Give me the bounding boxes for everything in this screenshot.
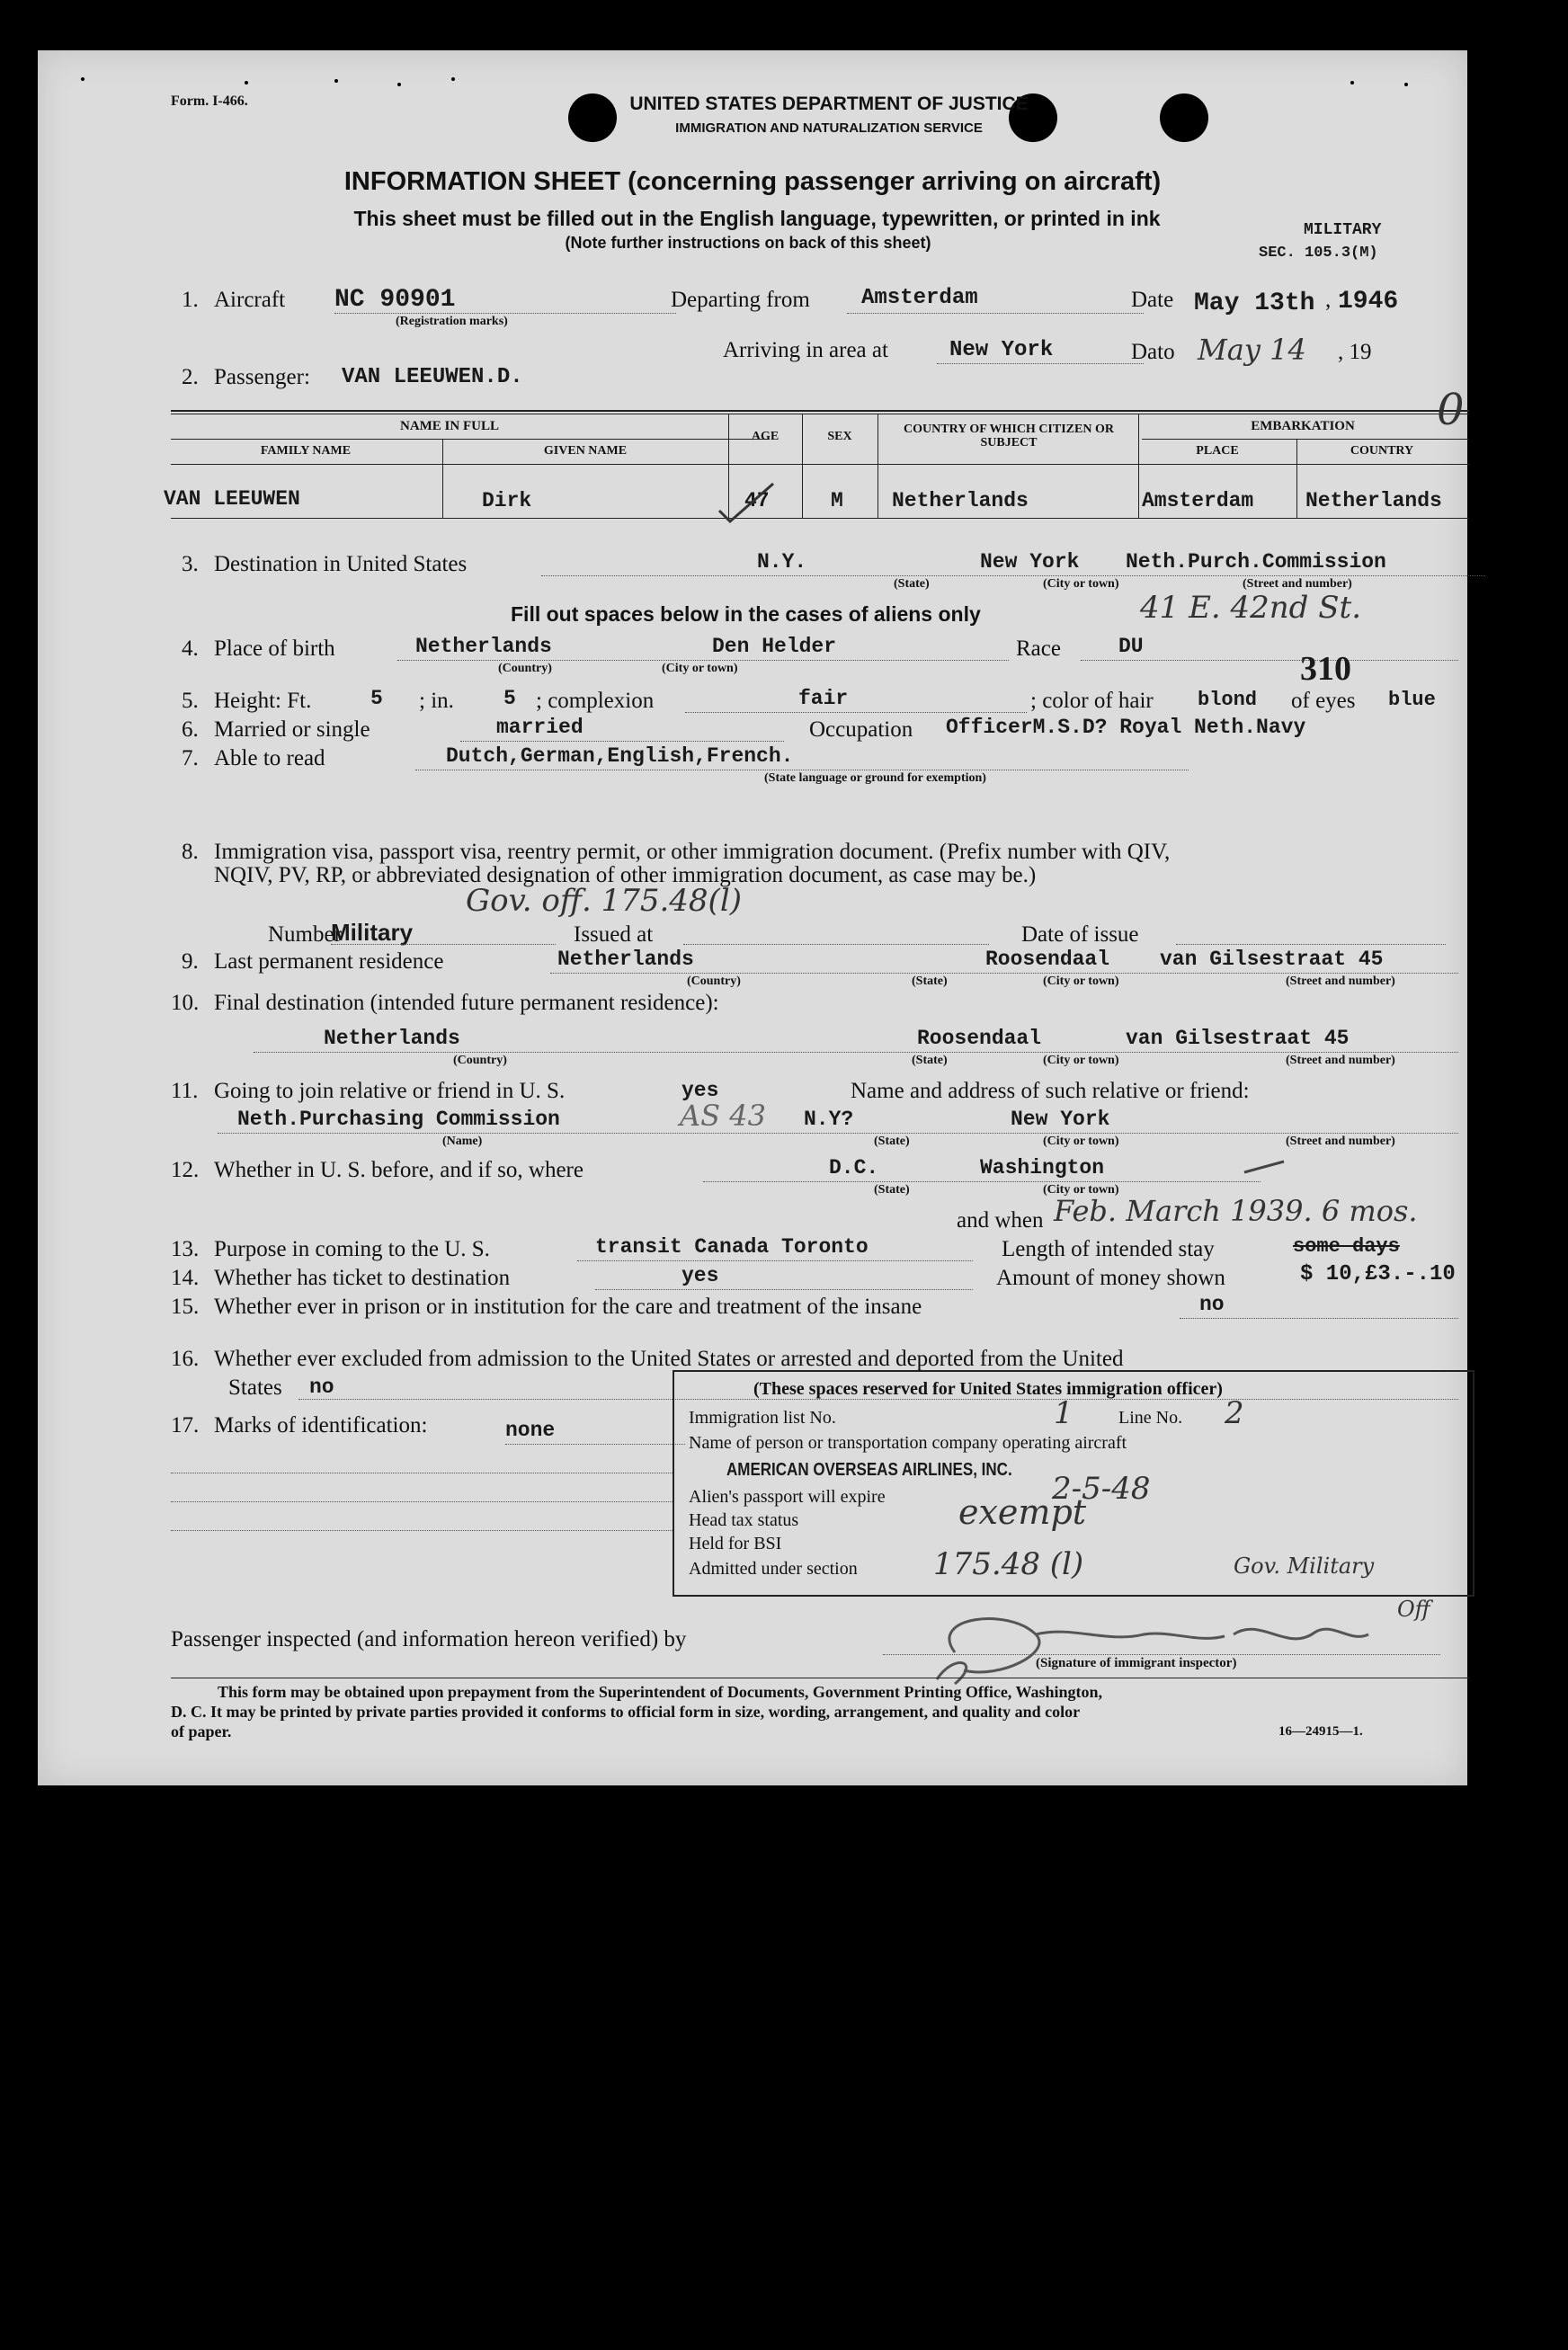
last-residence-country[interactable]: Netherlands — [557, 948, 694, 971]
department-name: UNITED STATES DEPARTMENT OF JUSTICE — [629, 93, 1029, 114]
stay-value[interactable]: some days — [1293, 1235, 1400, 1258]
arrival-date-value[interactable]: May 14 — [1198, 333, 1306, 367]
arriving-value[interactable]: New York — [949, 338, 1054, 362]
check-mark-icon — [716, 480, 779, 525]
city-caption-4: (City or town) — [662, 662, 738, 675]
document-number[interactable]: Military — [331, 919, 414, 946]
item-9-number: 9. — [182, 949, 199, 974]
date-of-issue-label: Date of issue — [1021, 922, 1139, 947]
item-12-number: 12. — [171, 1158, 200, 1182]
height-inches[interactable]: 5 — [503, 687, 516, 710]
relative-name-label: Name and address of such relative or friend: — [851, 1079, 1250, 1103]
final-destination-label: Final destination (intended future permanent residence): — [214, 991, 719, 1015]
gov-off-handwritten: Gov. off. 175.48(l) — [466, 883, 742, 919]
hair-label: ; color of hair — [1030, 689, 1154, 713]
given-name-header: GIVEN NAME — [543, 444, 628, 458]
previous-visit-state[interactable]: D.C. — [829, 1156, 879, 1179]
immigration-list-value[interactable]: 1 — [1054, 1395, 1074, 1431]
item-11-number: 11. — [171, 1079, 199, 1103]
given-name-cell[interactable]: Dirk — [482, 489, 532, 512]
identification-label: Marks of identification: — [214, 1413, 428, 1438]
street-caption-9: (Street and number) — [1286, 975, 1395, 988]
birth-city[interactable]: Den Helder — [712, 635, 837, 658]
section-stamp: SEC. 105.3(M) — [1259, 245, 1378, 262]
country-caption: (Country) — [498, 662, 552, 675]
height-label: Height: Ft. — [214, 689, 312, 713]
marital-label: Married or single — [214, 717, 370, 742]
state-caption-9: (State) — [912, 975, 948, 988]
form-sheet: Form. I-466. UNITED STATES DEPARTMENT OF JUSTICE IMMIGRATION AND NATURALIZATION SERVICE INFORMATION SHEET (concerning passenger arriving on aircraft) This sheet must be filled out in the English language, typewritten, or printed in ink (Note further instructions on back of this sheet) MILITARY SEC. 105.3(M) 1. Aircraft NC 90901 (Registration marks) Departing from Amsterdam Date May 13th 1946 , Arriving in area at New York Dato May 14 , 19 2. Passenger: VAN LEEUWEN.D. NAME IN FULL FAMILY NAME GIVEN NAME AGE SEX COUNTRY OF WHICH CITIZEN OR SUBJECT EMBARKATION PLACE COUNTRY VAN LEEUWEN Dirk 47 M Netherlands Amsterdam Netherlands 0 3. Destination in United States N.Y. New York Neth.Purch.Commission (State) (City or town) (Street and number) 41 E. 42nd St. Fill out spaces below in the cases of aliens only 4. Place of birth Netherlands Den Helder (Country) (City or town) Race DU 310 5. Height: Ft. 5 ; in. 5 ; complexion fair ; color of hair blond of eyes blue 6. Married or single married Occupation OfficerM.S.D? Royal Neth.Navy 7. Able to read Dutch,German,English,French. (State language or ground for exemption) 8. Immigration visa, passport visa, reentry permit, or other immigration document. (Prefix number with QIV, NQIV, PV, RP, or abbreviated designation of other immigration document, as case may be.) Gov. off. 175.48(l) Number Military Issued at Date of issue 9. Last permanent residence Netherlands Roosendaal van Gilsestraat 45 (Country) (State) (City or town) (Street and number) 10. Final destination (intended future permanent residence): Netherlands Roosendaal van Gilsestraat 45 (Country) (State) (City or town) (Street and number) 11. Going to join relative or friend in U. S. yes Name and address of such relative or friend: Neth.Purchasing Commission AS 43 N.Y? New York (Name) (State) (City or town) (Street and number) 12. Whether in U. S. before, and if so, where D.C. Washington (State) (City or town) and when Feb. March 1939. 6 mos. 13. Purpose in coming to the U. S. transit Canada Toronto Length of intended stay some days 14. Whether has ticket to destination yes Amount of money shown $ 10,£3.-.10 15. Whether ever in prison or in institution for the care and treatment of the insane no 16. Whether ever excluded from admission to the United States or arrested and deported from the United States no 17. Marks of identification: none (These spaces reserved for United States immigration officer) Immigration list No. 1 Line No. 2 Name of person or transportation company operating aircraft AMERICAN OVERSEAS AIRLINES, INC. Alien's passport will expire 2-5-48 Head tax status exempt Held for BSI Admitted under section 175.48 (l) Gov. Military Passenger inspected (and information hereon verified) by Off (Signature of immigrant inspector) This form may be obtained upon prepayment from the Superintendent of Documents, Government Printing Office, Washington, D. C. It may be printed by private parties provided it conforms to official form in size, wording, arrangement, and quality and color of paper. 16—24915—1. — [38, 50, 1467, 1785]
country-caption-10: (Country) — [453, 1054, 507, 1067]
inches-label: ; in. — [419, 689, 454, 713]
hair-value[interactable]: blond — [1198, 689, 1258, 711]
item-13-number: 13. — [171, 1237, 200, 1261]
previous-visit-city[interactable]: Washington — [980, 1156, 1105, 1179]
ticket-answer[interactable]: yes — [682, 1264, 719, 1287]
identification-answer[interactable]: none — [505, 1419, 556, 1442]
purpose-value[interactable]: transit Canada Toronto — [595, 1235, 869, 1259]
item-17-number: 17. — [171, 1413, 200, 1438]
aircraft-value[interactable]: NC 90901 — [334, 286, 456, 314]
arriving-label: Arriving in area at — [723, 338, 888, 362]
operator-label: Name of person or transportation company operating aircraft — [689, 1433, 1127, 1453]
operator-value[interactable]: AMERICAN OVERSEAS AIRLINES, INC. — [726, 1460, 1012, 1480]
join-relative-answer[interactable]: yes — [682, 1079, 719, 1102]
city-caption-10: (City or town) — [1043, 1054, 1119, 1067]
last-residence-city[interactable]: Roosendaal — [985, 948, 1110, 971]
height-feet[interactable]: 5 — [370, 687, 383, 710]
item-8-number: 8. — [182, 840, 199, 864]
passenger-label: Passenger: — [214, 365, 310, 389]
date-value[interactable]: May 13th — [1194, 289, 1315, 317]
money-label: Amount of money shown — [996, 1266, 1225, 1290]
inspector-signature — [901, 1598, 1440, 1688]
relative-name[interactable]: Neth.Purchasing Commission — [237, 1108, 560, 1131]
occupation-label: Occupation — [809, 717, 913, 742]
marital-value[interactable]: married — [496, 716, 584, 739]
relative-handwritten: AS 43 — [680, 1099, 766, 1133]
join-relative-label: Going to join relative or friend in U. S. — [214, 1079, 566, 1103]
immigration-doc-text-1: Immigration visa, passport visa, reentry permit, or other immigration document. (Prefix number with QIV, — [214, 840, 1171, 864]
footer-line-1: This form may be obtained upon prepayment from the Superintendent of Documents, Government Printing Office, Washington, — [218, 1683, 1103, 1701]
embarkation-header: EMBARKATION — [1251, 419, 1355, 433]
code-310: 310 — [1300, 650, 1351, 688]
purpose-label: Purpose in coming to the U. S. — [214, 1237, 490, 1261]
departing-label: Departing from — [671, 288, 810, 312]
item-4-number: 4. — [182, 636, 199, 661]
footer-code: 16—24915—1. — [1278, 1724, 1363, 1739]
margin-mark: 0 — [1437, 385, 1465, 435]
service-name: IMMIGRATION AND NATURALIZATION SERVICE — [675, 120, 983, 136]
immigration-doc-text-2: NQIV, PV, RP, or abbreviated designation of other immigration document, as case may be.) — [214, 863, 1037, 887]
complexion-label: ; complexion — [536, 689, 655, 713]
age-header: AGE — [751, 430, 780, 443]
item-7-number: 7. — [182, 746, 199, 770]
able-to-read-label: Able to read — [214, 746, 325, 770]
state-caption-10: (State) — [912, 1054, 948, 1067]
registration-caption: (Registration marks) — [396, 315, 508, 328]
head-tax-label: Head tax status — [689, 1510, 799, 1530]
issued-at-label: Issued at — [574, 922, 654, 947]
admitted-section-value[interactable]: 175.48 (l) — [933, 1546, 1084, 1582]
name-in-full-header: NAME IN FULL — [399, 419, 499, 433]
inspector-suffix: Off — [1397, 1597, 1430, 1622]
final-dest-city[interactable]: Roosendaal — [917, 1027, 1042, 1050]
signature-caption: (Signature of immigrant inspector) — [1036, 1656, 1237, 1670]
embark-place-cell[interactable]: Amsterdam — [1142, 489, 1254, 512]
line-no-value[interactable]: 2 — [1225, 1395, 1244, 1431]
punch-hole-right — [1160, 93, 1208, 142]
item-10-number: 10. — [171, 991, 200, 1015]
prison-answer[interactable]: no — [1199, 1293, 1225, 1316]
footer-line-3: of paper. — [171, 1722, 232, 1740]
date-label: Date — [1131, 288, 1174, 312]
when-label: and when — [957, 1208, 1044, 1233]
state-caption: (State) — [894, 577, 930, 591]
relative-state[interactable]: N.Y? — [804, 1108, 854, 1131]
item-6-number: 6. — [182, 717, 199, 742]
item-3-number: 3. — [182, 552, 199, 576]
admitted-section-label: Admitted under section — [689, 1559, 858, 1579]
city-caption: (City or town) — [1043, 577, 1119, 591]
citizen-cell[interactable]: Netherlands — [892, 489, 1029, 512]
number-label: Number — [268, 922, 342, 947]
birthplace-label: Place of birth — [214, 636, 335, 661]
previous-visit-when[interactable]: Feb. March 1939. 6 mos. — [1054, 1194, 1418, 1228]
officer-box-title: (These spaces reserved for United States immigration officer) — [753, 1379, 1223, 1399]
city-caption-9: (City or town) — [1043, 975, 1119, 988]
stay-label: Length of intended stay — [1002, 1237, 1215, 1261]
form-note: (Note further instructions on back of this sheet) — [565, 234, 931, 252]
excluded-answer[interactable]: no — [309, 1375, 334, 1399]
eyes-label: of eyes — [1291, 689, 1356, 713]
money-value[interactable]: $ 10,£3.-.10 — [1300, 1262, 1456, 1286]
aliens-note: Fill out spaces below in the cases of aliens only — [511, 602, 981, 626]
city-caption-11: (City or town) — [1043, 1135, 1119, 1148]
dash-mark-icon — [1243, 1158, 1287, 1176]
excluded-text-2: States — [228, 1375, 282, 1400]
destination-street[interactable]: Neth.Purch.Commission — [1126, 550, 1386, 574]
occupation-value[interactable]: OfficerM.S.D? Royal Neth.Navy — [946, 716, 1306, 739]
passport-expire-value[interactable]: 2-5-48 — [1052, 1471, 1151, 1507]
line-no-label: Line No. — [1118, 1408, 1183, 1428]
item-16-number: 16. — [171, 1347, 200, 1371]
age-cell[interactable]: 47 — [744, 489, 770, 512]
item-5-number: 5. — [182, 689, 199, 713]
inspected-label: Passenger inspected (and information hereon verified) by — [171, 1627, 687, 1651]
destination-city[interactable]: New York — [980, 550, 1080, 574]
immigration-list-label: Immigration list No. — [689, 1408, 836, 1428]
country-citizen-header: COUNTRY OF WHICH CITIZEN OR SUBJECT — [904, 423, 1114, 450]
bsi-label: Held for BSI — [689, 1534, 782, 1553]
state-caption-11: (State) — [874, 1135, 910, 1148]
excluded-text-1: Whether ever excluded from admission to the United States or arrested and deported from the United — [214, 1347, 1124, 1371]
name-caption-11: (Name) — [442, 1135, 483, 1148]
birth-country[interactable]: Netherlands — [415, 635, 552, 658]
form-number: Form. I-466. — [171, 93, 248, 109]
final-dest-street[interactable]: van Gilsestraat 45 — [1126, 1027, 1350, 1050]
form-instruction: This sheet must be filled out in the English language, typewritten, or printed in ink — [353, 207, 1161, 230]
state-caption-12: (State) — [874, 1183, 910, 1197]
sex-header: SEX — [827, 430, 852, 443]
destination-handwritten: 41 E. 42nd St. — [1140, 590, 1362, 626]
destination-label: Destination in United States — [214, 552, 468, 576]
previous-visit-label: Whether in U. S. before, and if so, where — [214, 1158, 584, 1182]
complexion-value[interactable]: fair — [798, 687, 849, 710]
item-14-number: 14. — [171, 1266, 200, 1290]
place-header: PLACE — [1196, 444, 1239, 458]
item-1-number: 1. — [182, 288, 199, 312]
year-value[interactable]: 1946 — [1338, 288, 1399, 316]
departing-value[interactable]: Amsterdam — [861, 286, 978, 310]
last-residence-label: Last permanent residence — [214, 949, 444, 974]
last-residence-street[interactable]: van Gilsestraat 45 — [1160, 948, 1384, 971]
aircraft-label: Aircraft — [214, 288, 286, 312]
family-name-cell[interactable]: VAN LEEUWEN — [164, 487, 300, 511]
final-dest-country[interactable]: Netherlands — [324, 1027, 460, 1050]
eyes-value[interactable]: blue — [1388, 689, 1436, 711]
city-caption-12: (City or town) — [1043, 1183, 1119, 1197]
item-15-number: 15. — [171, 1295, 200, 1319]
ticket-label: Whether has ticket to destination — [214, 1266, 511, 1290]
military-stamp: MILITARY — [1304, 221, 1382, 239]
street-caption: (Street and number) — [1243, 577, 1352, 591]
sex-cell[interactable]: M — [831, 489, 843, 512]
admitted-section-note: Gov. Military — [1234, 1553, 1375, 1579]
arrival-year-prefix: , 19 — [1338, 340, 1372, 364]
passport-expire-label: Alien's passport will expire — [689, 1487, 886, 1507]
passenger-value[interactable]: VAN LEEUWEN.D. — [342, 365, 523, 389]
languages-value[interactable]: Dutch,German,English,French. — [446, 744, 794, 768]
head-tax-value[interactable]: exempt — [958, 1492, 1087, 1532]
race-value[interactable]: DU — [1118, 635, 1144, 658]
destination-state[interactable]: N.Y. — [757, 550, 807, 574]
footer-line-2: D. C. It may be printed by private parties provided it conforms to official form in size, wording, arrangement, and quality and color — [171, 1703, 1081, 1721]
embark-country-cell[interactable]: Netherlands — [1305, 489, 1442, 512]
embark-country-header: COUNTRY — [1350, 444, 1414, 458]
street-caption-10: (Street and number) — [1286, 1054, 1395, 1067]
family-name-header: FAMILY NAME — [260, 444, 352, 458]
race-label: Race — [1016, 636, 1061, 661]
country-caption-9: (Country) — [687, 975, 741, 988]
arrival-date-label: Dato — [1131, 340, 1175, 364]
form-title: INFORMATION SHEET (concerning passenger arriving on aircraft) — [343, 167, 1162, 196]
language-caption: (State language or ground for exemption) — [764, 771, 986, 785]
street-caption-11: (Street and number) — [1286, 1135, 1395, 1148]
prison-label: Whether ever in prison or in institution for the care and treatment of the insane — [214, 1295, 922, 1319]
relative-city[interactable]: New York — [1011, 1108, 1110, 1131]
item-2-number: 2. — [182, 365, 199, 389]
